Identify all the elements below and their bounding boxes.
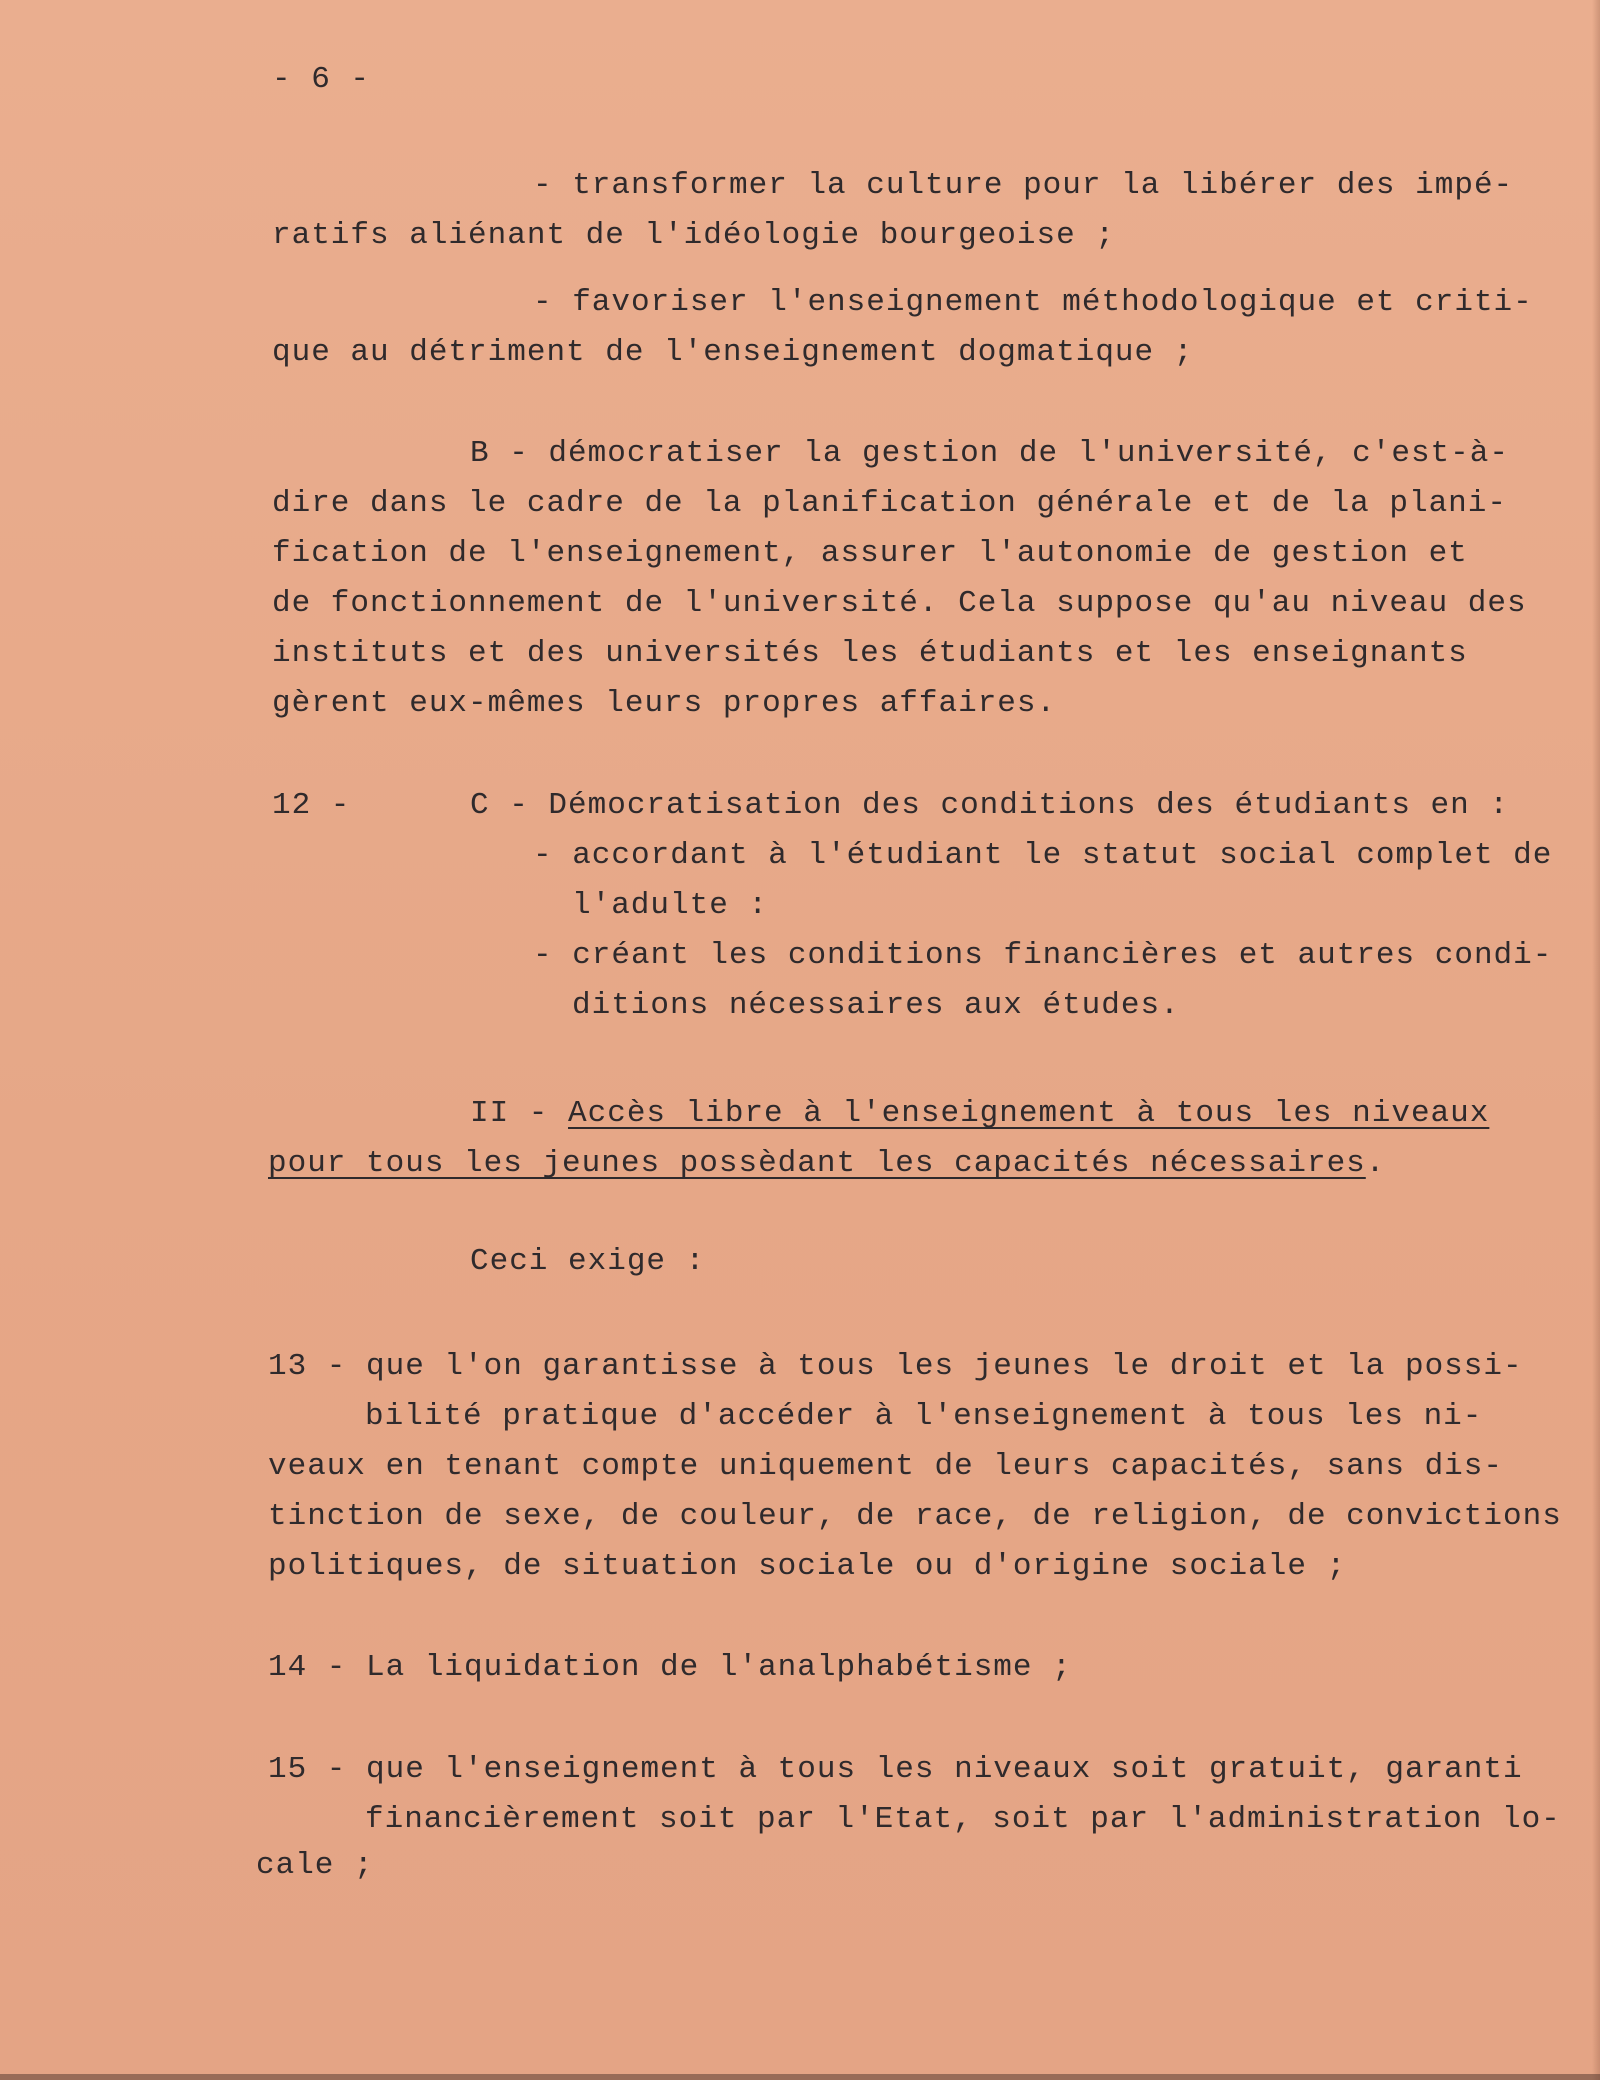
text-line: - transformer la culture pour la libérer des impé- [533, 168, 1514, 203]
text-line: veaux en tenant compte uniquement de leurs capacités, sans dis- [268, 1449, 1503, 1484]
text-line: ditions nécessaires aux études. [572, 988, 1180, 1023]
text-line: C - Démocratisation des conditions des étudiants en : [470, 788, 1509, 823]
heading-underlined: pour tous les jeunes possèdant les capacités nécessaires [268, 1146, 1366, 1181]
text-line: gèrent eux-mêmes leurs propres affaires. [272, 686, 1057, 721]
text-line: dire dans le cadre de la planification générale et de la plani- [272, 486, 1507, 521]
text-line: fication de l'enseignement, assurer l'autonomie de gestion et [272, 536, 1468, 571]
section-heading [470, 1094, 1489, 1134]
text-line: de fonctionnement de l'université. Cela suppose qu'au niveau des [272, 586, 1527, 621]
text-line: ratifs aliénant de l'idéologie bourgeoise ; [272, 218, 1115, 253]
heading-underlined: Accès libre à l'enseignement à tous les niveaux [568, 1096, 1490, 1131]
page-number: - 6 - [272, 62, 371, 97]
text-line: que au détriment de l'enseignement dogmatique ; [272, 335, 1194, 370]
text-line: l'adulte : [572, 888, 769, 923]
text-line: - accordant à l'étudiant le statut social complet de [533, 838, 1553, 873]
heading-prefix: II - [470, 1096, 569, 1131]
page-edge-shadow [1592, 0, 1600, 2080]
text-line: - favoriser l'enseignement méthodologique et criti- [533, 285, 1533, 320]
text-line: - créant les conditions financières et autres condi- [533, 938, 1553, 973]
text-line: politiques, de situation sociale ou d'origine sociale ; [268, 1549, 1347, 1584]
section-number: 12 - [272, 788, 351, 823]
text-line: tinction de sexe, de couleur, de race, de religion, de convictions [268, 1499, 1562, 1534]
text-line: Ceci exige : [470, 1244, 706, 1279]
page-bottom-edge [0, 2074, 1600, 2080]
section-heading [268, 1144, 1385, 1184]
text-line: cale ; [256, 1848, 374, 1883]
text-line: B - démocratiser la gestion de l'université, c'est-à- [470, 436, 1509, 471]
text-line: 13 - que l'on garantisse à tous les jeunes le droit et la possi- [268, 1349, 1523, 1384]
text-line: 15 - que l'enseignement à tous les niveaux soit gratuit, garanti [268, 1752, 1523, 1787]
heading-end: . [1365, 1146, 1386, 1181]
text-line: 14 - La liquidation de l'analphabétisme ; [268, 1650, 1072, 1685]
text-line: financièrement soit par l'Etat, soit par l'administration lo- [365, 1802, 1561, 1837]
text-line: bilité pratique d'accéder à l'enseignement à tous les ni- [365, 1399, 1483, 1434]
text-line: instituts et des universités les étudiants et les enseignants [272, 636, 1468, 671]
